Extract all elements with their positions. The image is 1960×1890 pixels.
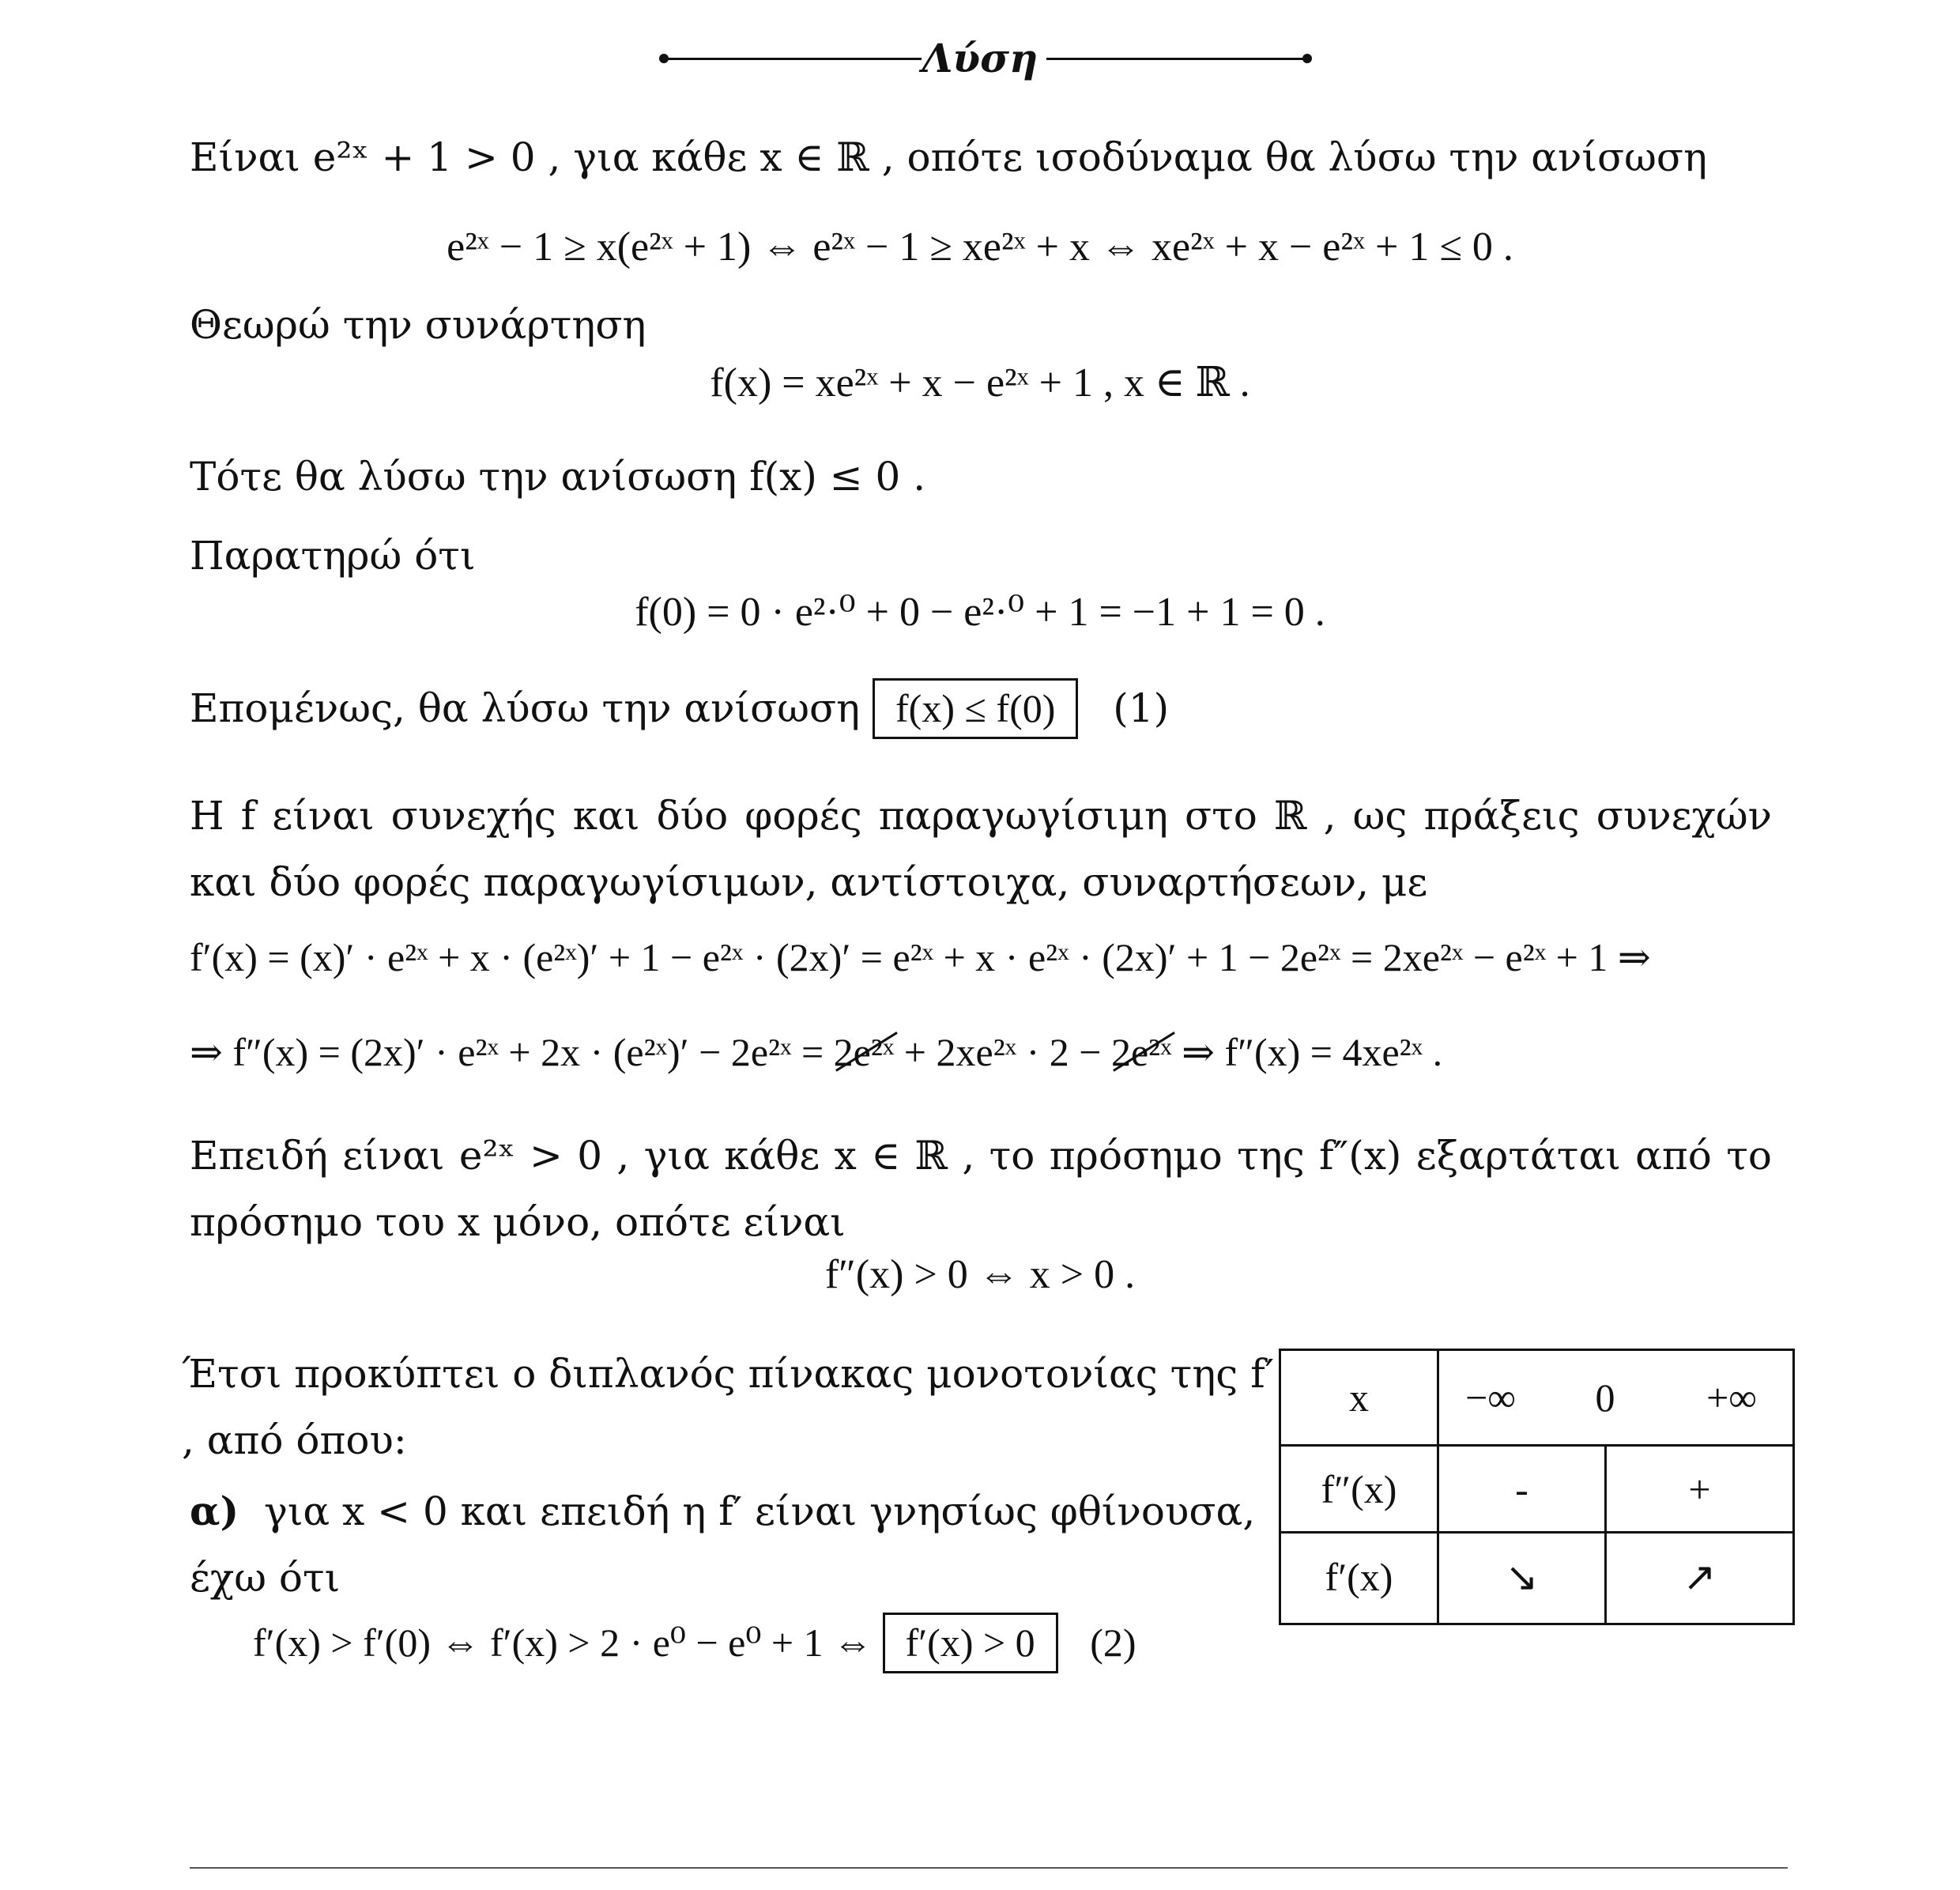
table-sign-positive: +: [1688, 1466, 1711, 1511]
header-right-dot: [1302, 54, 1312, 63]
consider-function-text: Θεωρώ την συνάρτηση: [190, 302, 646, 348]
second-derivative: [190, 1028, 1442, 1077]
table-header-neg-inf: −∞: [1465, 1375, 1516, 1420]
cancelled-term-1: 2e²ˣ: [834, 1028, 895, 1077]
solution-title: Λύση: [922, 35, 1038, 81]
sign-equivalence: f″(x) > 0 ⇔ x > 0 .: [824, 1252, 1136, 1297]
increasing-arrow-icon: ↗: [1683, 1554, 1717, 1600]
boxed-line-prefix: Επομένως, θα λύσω την ανίσωση: [190, 685, 861, 731]
case-a-chain: f′(x) > f′(0) ⇔ f′(x) > 2 · e⁰ − e⁰ + 1 ⇔: [253, 1620, 873, 1665]
equation-tag-2: (2): [1090, 1620, 1136, 1665]
table-intro-paragraph: Έτσι προκύπτει ο διπλανός πίνακας μονοτονίας της f′ , από όπου:: [182, 1351, 1275, 1463]
table-header-zero: 0: [1595, 1375, 1615, 1420]
case-a-label: α): [190, 1488, 239, 1534]
inequality-goal-text: Τότε θα λύσω την ανίσωση f(x) ≤ 0 .: [190, 454, 926, 500]
continuity-paragraph: Η f είναι συνεχής και δύο φορές παραγωγίσιμη στο ℝ , ως πράξεις συνεχών και δύο φορές παραγωγίσιμων, αντίστοιχα, συναρτήσεων, με: [190, 793, 1772, 905]
observe-text: Παρατηρώ ότι: [190, 533, 476, 579]
intro-sentence: Είναι e²ˣ + 1 > 0 , για κάθε x ∈ ℝ , οπότε ισοδύναμα θα λύσω την ανίσωση: [190, 134, 1708, 180]
case-a-paragraph: [190, 1478, 1265, 1611]
case-a-text: για x < 0 και επειδή η f′ είναι γνησίως φθίνουσα, έχω ότι: [190, 1488, 1256, 1601]
table-header-x: x: [1349, 1375, 1369, 1420]
case-a-result: [253, 1613, 1136, 1673]
second-derivative-middle: + 2xe²ˣ · 2 −: [903, 1030, 1102, 1074]
function-definition: f(x) = xe²ˣ + x − e²ˣ + 1 , x ∈ ℝ .: [710, 360, 1250, 406]
sign-paragraph: Επειδή είναι e²ˣ > 0 , για κάθε x ∈ ℝ , το πρόσημο της f″(x) εξαρτάται από το πρόσημο του x μόνο, οπότε είναι: [190, 1133, 1772, 1245]
table-row-second-derivative-label: f″(x): [1321, 1466, 1397, 1511]
boxed-inequality-line: [190, 678, 1169, 739]
table-row-first-derivative-label: f′(x): [1325, 1555, 1393, 1599]
header-right-rule: [1046, 58, 1307, 60]
equivalence-chain: e²ˣ − 1 ≥ x(e²ˣ + 1) ⇔ e²ˣ − 1 ≥ xe²ˣ + x ⇔ xe²ˣ + x − e²ˣ + 1 ≤ 0 .: [447, 224, 1513, 270]
table-header-pos-inf: +∞: [1706, 1375, 1757, 1420]
equation-tag-1: (1): [1113, 685, 1170, 731]
f-zero-evaluation: f(0) = 0 · e²·⁰ + 0 − e²·⁰ + 1 = −1 + 1 = 0 .: [635, 590, 1325, 635]
boxed-fprime-positive: f′(x) > 0: [883, 1613, 1058, 1673]
second-derivative-start: ⇒ f″(x) = (2x)′ · e²ˣ + 2x · (e²ˣ)′ − 2e²ˣ =: [190, 1030, 824, 1074]
cancelled-term-2: 2e²ˣ: [1111, 1028, 1172, 1077]
monotonicity-table: [1279, 1349, 1795, 1625]
header-left-rule: [664, 58, 922, 60]
footer-rule: [190, 1867, 1788, 1869]
boxed-inequality: f(x) ≤ f(0): [873, 678, 1078, 739]
decreasing-arrow-icon: ↘: [1505, 1554, 1539, 1600]
table-sign-negative: -: [1515, 1466, 1528, 1511]
second-derivative-result: ⇒ f″(x) = 4xe²ˣ .: [1182, 1030, 1443, 1074]
first-derivative: f′(x) = (x)′ · e²ˣ + x · (e²ˣ)′ + 1 − e²ˣ · (2x)′ = e²ˣ + x · e²ˣ · (2x)′ + 1 − 2e²ˣ = 2xe²ˣ − e²ˣ + 1 ⇒: [190, 935, 1651, 979]
